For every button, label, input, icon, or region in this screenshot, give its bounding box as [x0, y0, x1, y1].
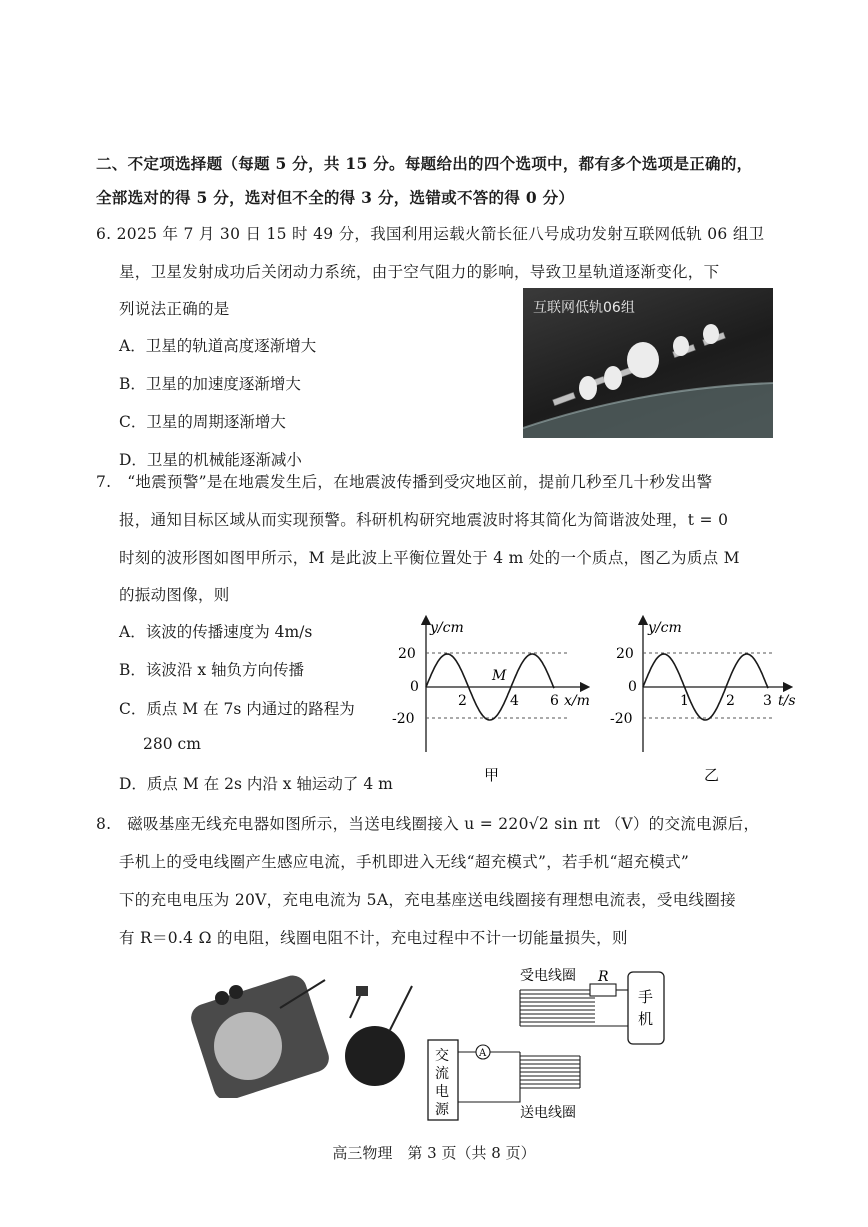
charging-pad-image [345, 1026, 405, 1086]
graph-jia [390, 612, 600, 792]
ac-source-label-3: 电 [435, 1084, 449, 1100]
ac-source-label-4: 源 [435, 1102, 449, 1118]
receive-coil-label: 受电线圈 [520, 968, 576, 984]
graph-jia-ytick-neg20: -20 [392, 711, 415, 727]
q7-option-c-cont: 280 cm [143, 735, 201, 753]
graph-yi-ytick-neg20: -20 [610, 711, 633, 727]
q7-option-d[interactable]: D．质点 M 在 2s 内沿 x 轴运动了 4 m [119, 775, 393, 793]
q7-option-b[interactable]: B．该波沿 x 轴负方向传播 [119, 661, 304, 679]
phone-box [628, 972, 664, 1044]
q7-option-a[interactable]: A．该波的传播速度为 4m/s [119, 623, 313, 641]
graph-yi-xtick-3: 3 [763, 693, 772, 709]
graph-yi [608, 612, 808, 792]
circuit-diagram [420, 962, 680, 1127]
magsafe-ring-image [214, 1012, 282, 1080]
phone-label-2: 机 [638, 1010, 654, 1028]
graph-jia-xlabel: x/m [564, 693, 590, 709]
page-footer: 高三物理 第 3 页（共 8 页） [332, 1144, 536, 1162]
q7-stem-line1: 7. “地震预警”是在地震发生后，在地震波传播到受灾地区前，提前几秒至几十秒发出警 [96, 473, 713, 491]
send-coil-symbol [458, 1045, 580, 1102]
graph-jia-ytick-20: 20 [398, 646, 416, 662]
q7-stem-line2: 报，通知目标区域从而实现预警。科研机构研究地震波时将其简化为简谐波处理，t = 0 [119, 511, 729, 529]
section-title-line2: 全部选对的得 5 分，选对但不全的得 3 分，选错或不答的得 0 分） [96, 188, 575, 207]
q7-stem-line3: 时刻的波形图如图甲所示，M 是此波上平衡位置处于 4 m 处的一个质点，图乙为质点 M [119, 549, 740, 567]
q8-stem-line4: 有 R＝0.4 Ω 的电阻，线圈电阻不计，充电过程中不计一切能量损失，则 [119, 929, 628, 947]
ammeter-label: A [479, 1048, 487, 1059]
phone-label-1: 手 [638, 988, 654, 1006]
ac-source-label-1: 交 [435, 1048, 449, 1064]
wireless-charger-photo [190, 968, 420, 1098]
q8-stem-line2: 手机上的受电线圈产生感应电流，手机即进入无线“超充模式”，若手机“超充模式” [119, 853, 690, 871]
q8-stem-line1: 8. 磁吸基座无线充电器如图所示，当送电线圈接入 u = 220√2 sin πt （V）的交流电源后， [96, 815, 760, 833]
satellite-photo [523, 288, 773, 438]
graph-yi-xtick-1: 1 [680, 693, 689, 709]
q6-option-b[interactable]: B．卫星的加速度逐渐增大 [119, 375, 301, 393]
satellite-illustration [523, 288, 773, 438]
satellite-photo-label: 互联网低轨06组 [533, 300, 635, 316]
graph-yi-ytick-20: 20 [616, 646, 634, 662]
graph-jia-point-m: M [492, 668, 507, 684]
graph-yi-xtick-2: 2 [726, 693, 735, 709]
q6-option-a[interactable]: A．卫星的轨道高度逐渐增大 [119, 337, 317, 355]
q7-option-c[interactable]: C．质点 M 在 7s 内通过的路程为 [119, 700, 355, 718]
q6-option-d[interactable]: D．卫星的机械能逐渐减小 [119, 451, 302, 469]
graph-jia-ytick-0: 0 [410, 679, 419, 695]
q6-stem-line3: 列说法正确的是 [119, 300, 230, 318]
graph-jia-xtick-4: 4 [510, 693, 519, 709]
graph-yi-caption: 乙 [704, 766, 720, 784]
graph-jia-ylabel: y/cm [430, 620, 464, 636]
graph-jia-xtick-2: 2 [458, 693, 467, 709]
graph-jia-xtick-6: 6 [550, 693, 559, 709]
resistor-label: R [598, 969, 609, 985]
q6-option-c[interactable]: C．卫星的周期逐渐增大 [119, 413, 286, 431]
graph-yi-ytick-0: 0 [628, 679, 637, 695]
section-title-line1: 二、不定项选择题（每题 5 分，共 15 分。每题给出的四个选项中，都有多个选项是正确的， [96, 154, 753, 173]
graph-jia-caption: 甲 [484, 766, 500, 784]
graph-yi-xlabel: t/s [778, 693, 796, 709]
q6-stem-line2: 星，卫星发射成功后关闭动力系统，由于空气阻力的影响，导致卫星轨道逐渐变化，下 [119, 263, 720, 281]
receive-coil-symbol [520, 984, 630, 1026]
graph-yi-ylabel: y/cm [648, 620, 682, 636]
q8-stem-line3: 下的充电电压为 20V，充电电流为 5A，充电基座送电线圈接有理想电流表，受电线圈接 [119, 891, 736, 909]
q7-stem-line4: 的振动图像，则 [119, 586, 230, 604]
send-coil-label: 送电线圈 [520, 1105, 576, 1121]
q6-stem-line1: 6. 2025 年 7 月 30 日 15 时 49 分，我国利用运载火箭长征八号成功发射互联网低轨 06 组卫 [96, 225, 765, 243]
ac-source-label-2: 流 [435, 1066, 449, 1082]
